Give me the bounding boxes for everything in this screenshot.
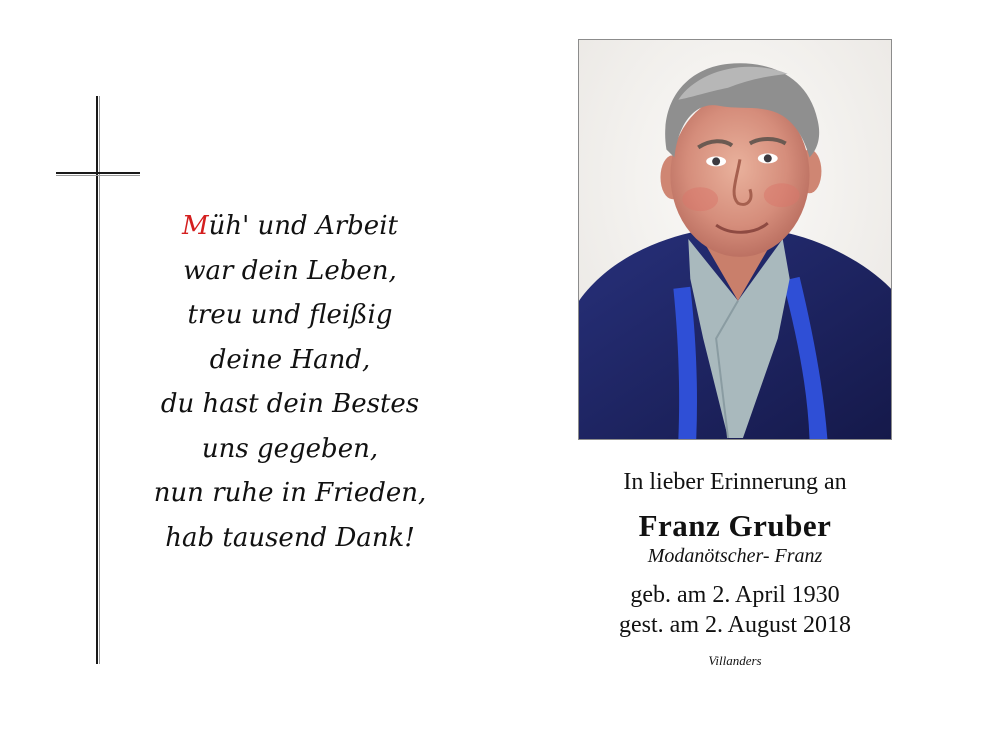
- cross-horizontal-bar: [56, 172, 140, 174]
- memorial-text: [578, 466, 892, 670]
- deceased-nickname: Modanötscher- Franz: [647, 545, 823, 567]
- cross-horizontal-shadow: [56, 175, 140, 176]
- poem-line: du hast dein Bestes: [160, 389, 420, 419]
- poem-first-line-rest: üh' und Arbeit: [208, 211, 398, 241]
- poem-line: war dein Leben,: [183, 255, 397, 286]
- portrait-photo: [578, 39, 892, 440]
- poem-line: treu und fleißig: [187, 300, 393, 330]
- death-date: gest. am 2. August 2018: [619, 612, 851, 638]
- cross-vertical-bar: [96, 96, 98, 664]
- place-name: Villanders: [708, 653, 762, 668]
- poem-line: nun ruhe in Frieden,: [153, 478, 427, 508]
- portrait-illustration: [579, 40, 891, 439]
- cross-vertical-shadow: [99, 96, 100, 664]
- poem-line: [140, 204, 440, 249]
- poem-line: hab tausend Dank!: [165, 522, 415, 553]
- memorial-intro: In lieber Erinnerung an: [623, 469, 847, 495]
- life-dates: [578, 580, 892, 640]
- deceased-name: Franz Gruber: [638, 508, 832, 543]
- birth-date: geb. am 2. April 1930: [630, 582, 840, 608]
- poem-initial: M: [182, 211, 209, 241]
- poem: [140, 204, 440, 560]
- poem-line: deine Hand,: [209, 344, 371, 375]
- poem-line: uns gegeben,: [201, 433, 379, 464]
